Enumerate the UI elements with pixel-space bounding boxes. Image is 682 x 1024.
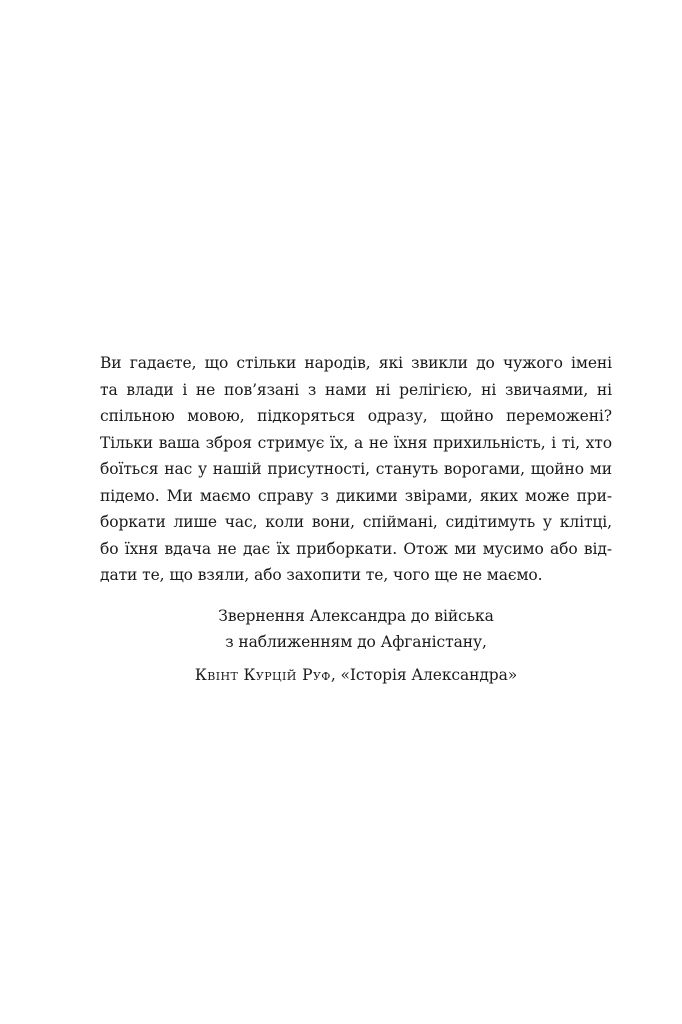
quote-line: боркати лише час, коли вони, спіймані, сидітимуть у клітці, [100,513,612,531]
quote-line: підемо. Ми маємо справу з дикими звірами, яких може при- [100,486,612,505]
author-name: Квінт Курцій Руф [194,665,331,684]
work-title: «Історія Александра» [340,665,518,684]
epigraph-quote [100,350,612,589]
quote-line: боїться нас у нашій присутності, стануть ворогами, щойно ми [100,460,612,478]
attribution-source-line [100,662,612,689]
quote-line: спільною мовою, підкоряться одразу, щойно переможені? [100,407,612,425]
attribution-context-line: з наближенням до Афганістану, [225,633,487,651]
epigraph-attribution [100,603,612,689]
quote-line: Тільки ваша зброя стримує їх, а не їхня прихильність, і ті, хто [100,433,612,452]
quote-line: дати те, що взяли, або захопити те, чого ще не маємо. [100,566,543,584]
quote-line: бо їхня вдача не дає їх приборкати. Отож ми мусимо або від- [100,539,612,558]
quote-line: Ви гадаєте, що стільки народів, які звикли до чужого імені [100,354,612,372]
attribution-separator: , [330,665,341,684]
quote-line: та влади і не пов’язані з нами ні релігією, ні звичаями, ні [100,380,612,399]
attribution-context-line: Звернення Александра до війська [218,606,494,625]
epigraph [100,350,612,688]
